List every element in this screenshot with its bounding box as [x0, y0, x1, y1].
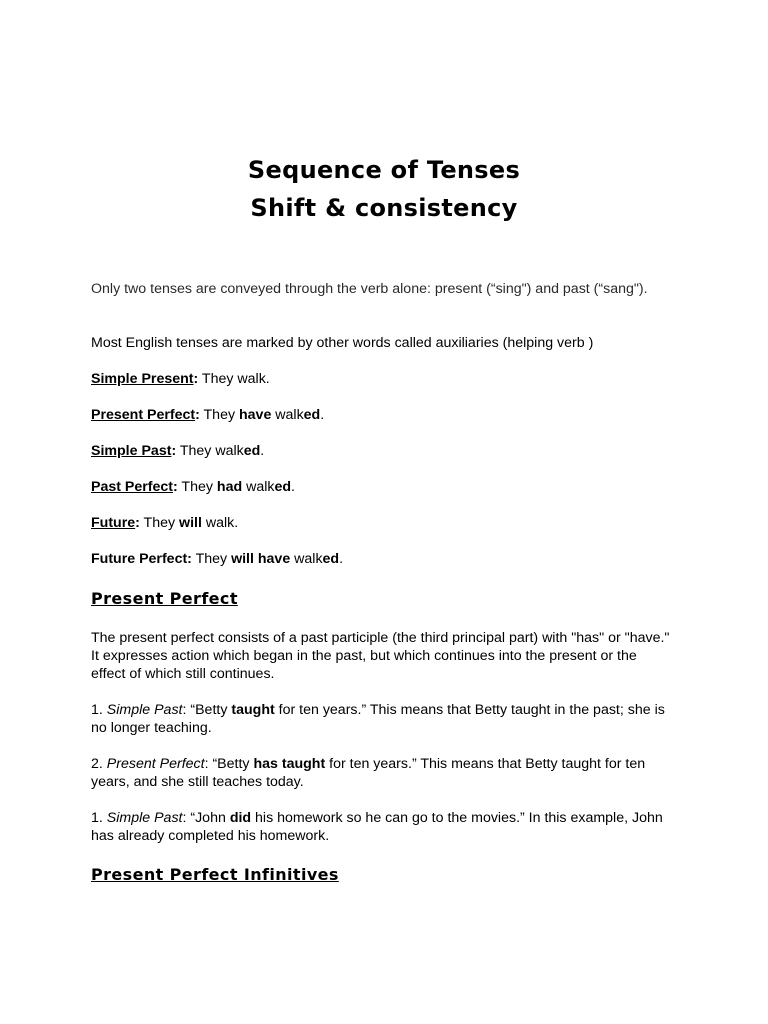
tense-label: Future	[91, 515, 136, 531]
page-title: Sequence of Tenses	[247, 156, 521, 184]
tense-label: Past Perfect	[91, 479, 174, 495]
page-subtitle: Shift & consistency	[250, 194, 518, 222]
tense-label: Present Perfect	[91, 407, 196, 423]
tense-future-perfect: Future Perfect: They will have walked.	[91, 551, 344, 567]
auxiliaries-paragraph: Most English tenses are marked by other words called auxiliaries (helping verb )	[91, 335, 594, 351]
example-simple-past-john: 1. Simple Past: “John did his homework so he can go to the movies.” In this example, John has already completed his homework.	[91, 810, 663, 844]
example-simple-past-betty: 1. Simple Past: “Betty taught for ten years.” This means that Betty taught in the past; she is no longer teaching.	[91, 702, 665, 736]
tense-present-perfect: Present Perfect: They have walked.	[91, 407, 325, 423]
tense-simple-past: Simple Past: They walked.	[91, 443, 265, 459]
tense-label: Simple Present	[91, 371, 194, 387]
section-heading-present-perfect: Present Perfect	[91, 589, 238, 608]
example-present-perfect-betty: 2. Present Perfect: “Betty has taught for ten years.” This means that Betty taught for ten years, and she still teaches today.	[91, 756, 646, 790]
intro-paragraph: Only two tenses are conveyed through the verb alone: present (“sing") and past (“sang").	[91, 281, 648, 297]
tense-past-perfect: Past Perfect: They had walked.	[91, 479, 295, 495]
tense-simple-present: Simple Present: They walk.	[91, 371, 270, 387]
present-perfect-paragraph: The present perfect consists of a past participle (the third principal part) with "has" or "have." It expresses action which began in the past, but which continues into the present or the effect of which still continues.	[91, 630, 670, 682]
section-heading-present-perfect-infinitives: Present Perfect Infinitives	[91, 865, 339, 884]
tense-label: Simple Past	[91, 443, 172, 459]
tense-future: Future: They will walk.	[91, 515, 239, 531]
tense-label: Future Perfect:	[91, 551, 192, 567]
